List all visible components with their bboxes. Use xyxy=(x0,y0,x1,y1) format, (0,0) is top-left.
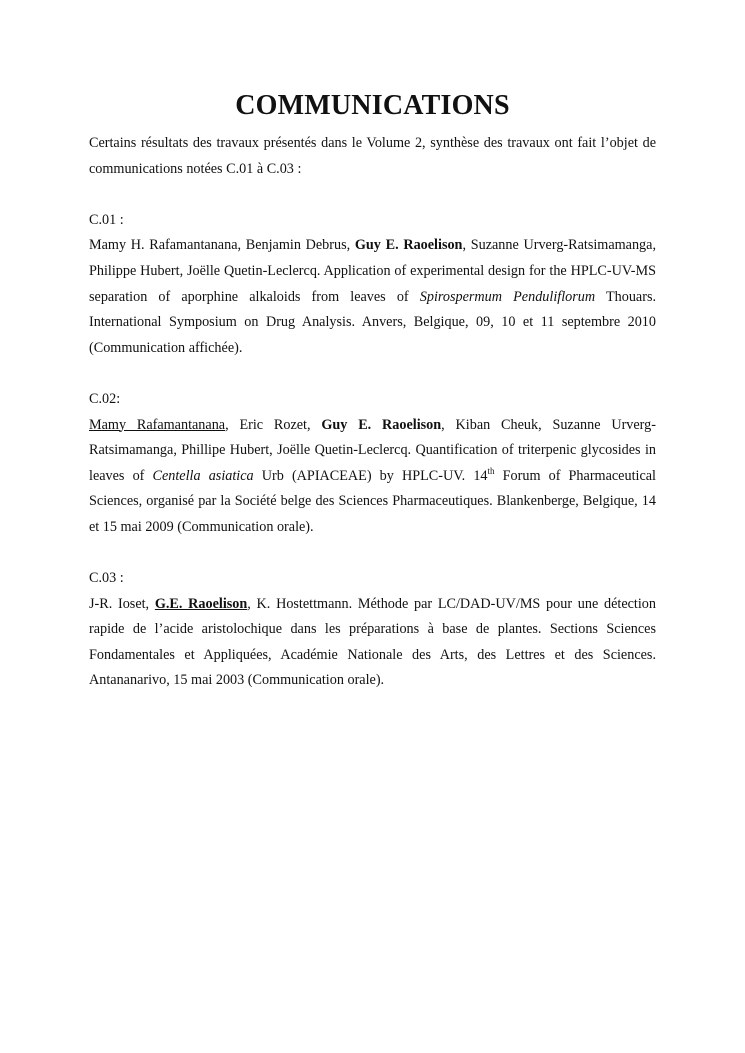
highlighted-author: Guy E. Raoelison xyxy=(354,237,463,254)
species-name: Centella asiatica xyxy=(152,467,254,484)
citation-text: , Suzanne Urverg-Ratsimamanga, Philippe Hubert, Joëlle Quetin-Leclercq. Application of experimental design for the HPLC-UV-MS separation of aporphine alkaloids from leaves of xyxy=(89,237,656,305)
citation-text: , K. Hostettmann. Méthode par LC/DAD-UV/MS pour une détection rapide de l’acide aristolochique dans les préparations à base de plantes. Sections Sciences Fondamentales et Appliquées, Académie Nationale des Arts, des Lettres et des Sciences. Antananarivo, 15 mai 2003 (Communication orale). xyxy=(89,595,656,689)
ordinal-number: 14 xyxy=(473,467,488,484)
communication-entry-c01 xyxy=(89,208,656,362)
citation-text: Urb (APIACEAE) by HPLC-UV. xyxy=(253,467,474,484)
citation-text: Forum of Pharmaceutical Sciences, organisé par la Société belge des Sciences Pharmaceutiques. Blankenberge, Belgique, 14 et 15 mai 2009 (Communication orale). xyxy=(89,467,656,535)
species-name: Spirospermum Penduliflorum xyxy=(419,288,596,305)
highlighted-author: Guy E. Raoelison xyxy=(321,416,442,433)
presenter-author: G.E. Raoelison xyxy=(154,595,248,612)
document-page xyxy=(89,86,656,694)
highlighted-author xyxy=(155,596,247,612)
communication-entry-c02 xyxy=(89,387,656,541)
entry-citation xyxy=(89,413,656,541)
entry-label: C.02: xyxy=(89,390,121,407)
citation-authors: , Eric Rozet, xyxy=(225,416,322,433)
citation-text: , Kiban Cheuk, Suzanne Urverg-Ratsimamanga, Phillipe Hubert, Joëlle Quetin-Leclercq. Quantification of triterpenic glycosides in leaves of xyxy=(89,416,656,484)
citation-text: Thouars. International Symposium on Drug Analysis. Anvers, Belgique, 09, 10 et 11 septembre 2010 (Communication affichée). xyxy=(89,288,657,356)
intro-paragraph: Certains résultats des travaux présentés dans le Volume 2, synthèse des travaux ont fait l’objet de communications notées C.01 à C.03 : xyxy=(89,135,656,177)
entry-citation xyxy=(89,233,656,361)
citation-authors: J-R. Ioset, xyxy=(89,595,155,612)
entry-label: C.01 : xyxy=(89,211,124,228)
page-title: COMMUNICATIONS xyxy=(235,90,510,121)
entry-label: C.03 : xyxy=(89,570,124,587)
entry-citation xyxy=(89,592,656,694)
communication-entry-c03 xyxy=(89,566,656,694)
ordinal-suffix: th xyxy=(487,465,495,476)
citation-authors: Mamy H. Rafamantanana, Benjamin Debrus, xyxy=(89,237,355,254)
presenter-author: Mamy Rafamantanana xyxy=(89,416,226,433)
